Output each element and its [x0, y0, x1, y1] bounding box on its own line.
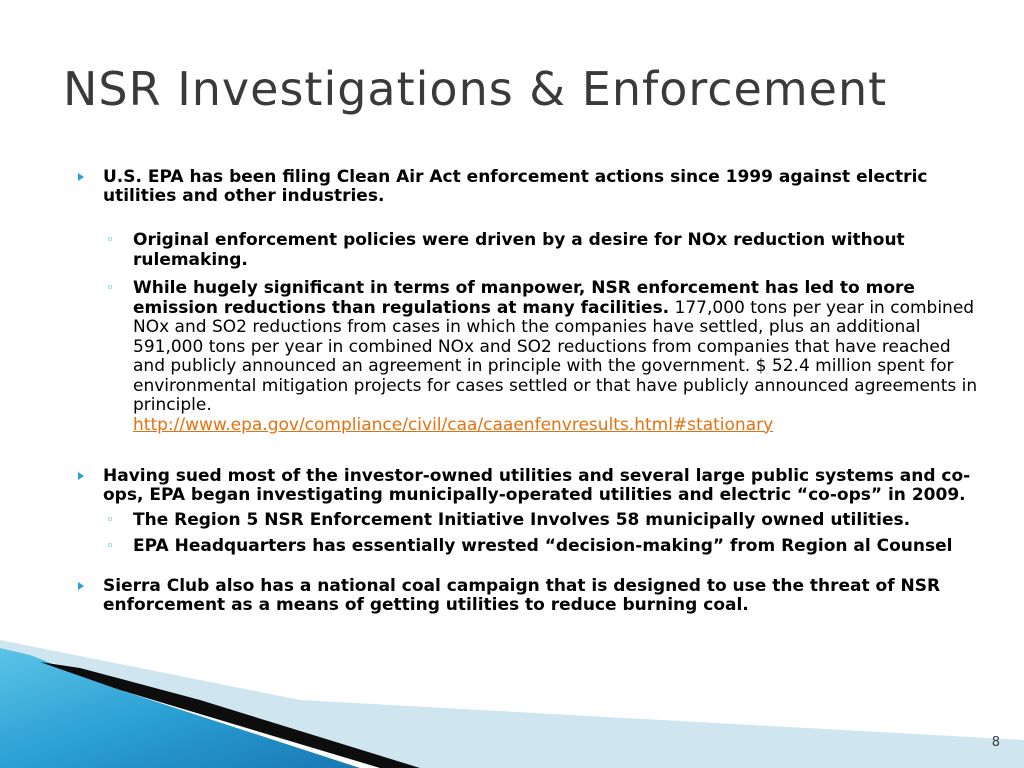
circle-bullet-icon: ◦ — [106, 233, 114, 248]
circle-bullet-icon: ◦ — [106, 513, 114, 528]
sub-bullet-original-policies — [106, 230, 978, 270]
sub-bullet-text: The Region 5 NSR Enforcement Initiative Involves 58 municipally owned utilities. — [133, 510, 911, 530]
sub-bullet-detail-text: 177,000 tons per year in combined NOx and SO2 reductions from cases in which the companies have settled, plus an additional 591,000 tons per year in combined NOx and SO2 reductions from companies that have reached and publicly announced an agreement in principle with the government. $ 52.4 million spent for environmental mitigation projects for cases settled or that have publicly announced agreements in principle. — [133, 297, 978, 415]
sub-bullet-bold-text: While hugely significant in terms of manpower, NSR enforcement has led to more emission reductions than regulations at many facilities. — [133, 278, 915, 318]
epa-results-link[interactable]: http://www.epa.gov/compliance/civil/caa/caaenfenvresults.html#stationary — [133, 414, 774, 435]
bullet-text: Sierra Club also has a national coal campaign that is designed to use the threat of NSR enforcement as a means of getting utilities to reduce burning coal. — [103, 576, 941, 615]
sub-bullet-region5 — [106, 510, 978, 531]
sub-bullet-text: Original enforcement policies were driven by a desire for NOx reduction without rulemaking. — [133, 230, 905, 270]
bullet-text: U.S. EPA has been filing Clean Air Act enforcement actions since 1999 against electric utilities and other industries. — [103, 167, 928, 206]
circle-bullet-icon: ◦ — [106, 281, 114, 296]
circle-bullet-icon: ◦ — [106, 538, 114, 554]
bullet-sierra-club — [78, 577, 978, 615]
arrow-bullet-icon — [78, 173, 84, 181]
sub-bullet-epa-hq — [106, 535, 978, 557]
sub-bullet-text: EPA Headquarters has essentially wrested “decision-making” from Region al Counsel — [133, 535, 953, 556]
page-number: 8 — [991, 735, 1000, 750]
arrow-bullet-icon — [78, 582, 84, 590]
bullet-epa-filing — [78, 168, 978, 206]
bullet-text: Having sued most of the investor-owned utilities and several large public systems and co-ops, EPA began investigating municipally-operated utilities and electric “co-ops” in 2009. — [103, 466, 971, 505]
slide-content — [78, 168, 978, 615]
bullet-municipal-investigation — [78, 467, 978, 505]
slide-title: NSR Investigations & Enforcement — [63, 62, 888, 116]
arrow-bullet-icon — [78, 472, 84, 480]
sub-bullet-nsr-reductions — [106, 278, 978, 435]
